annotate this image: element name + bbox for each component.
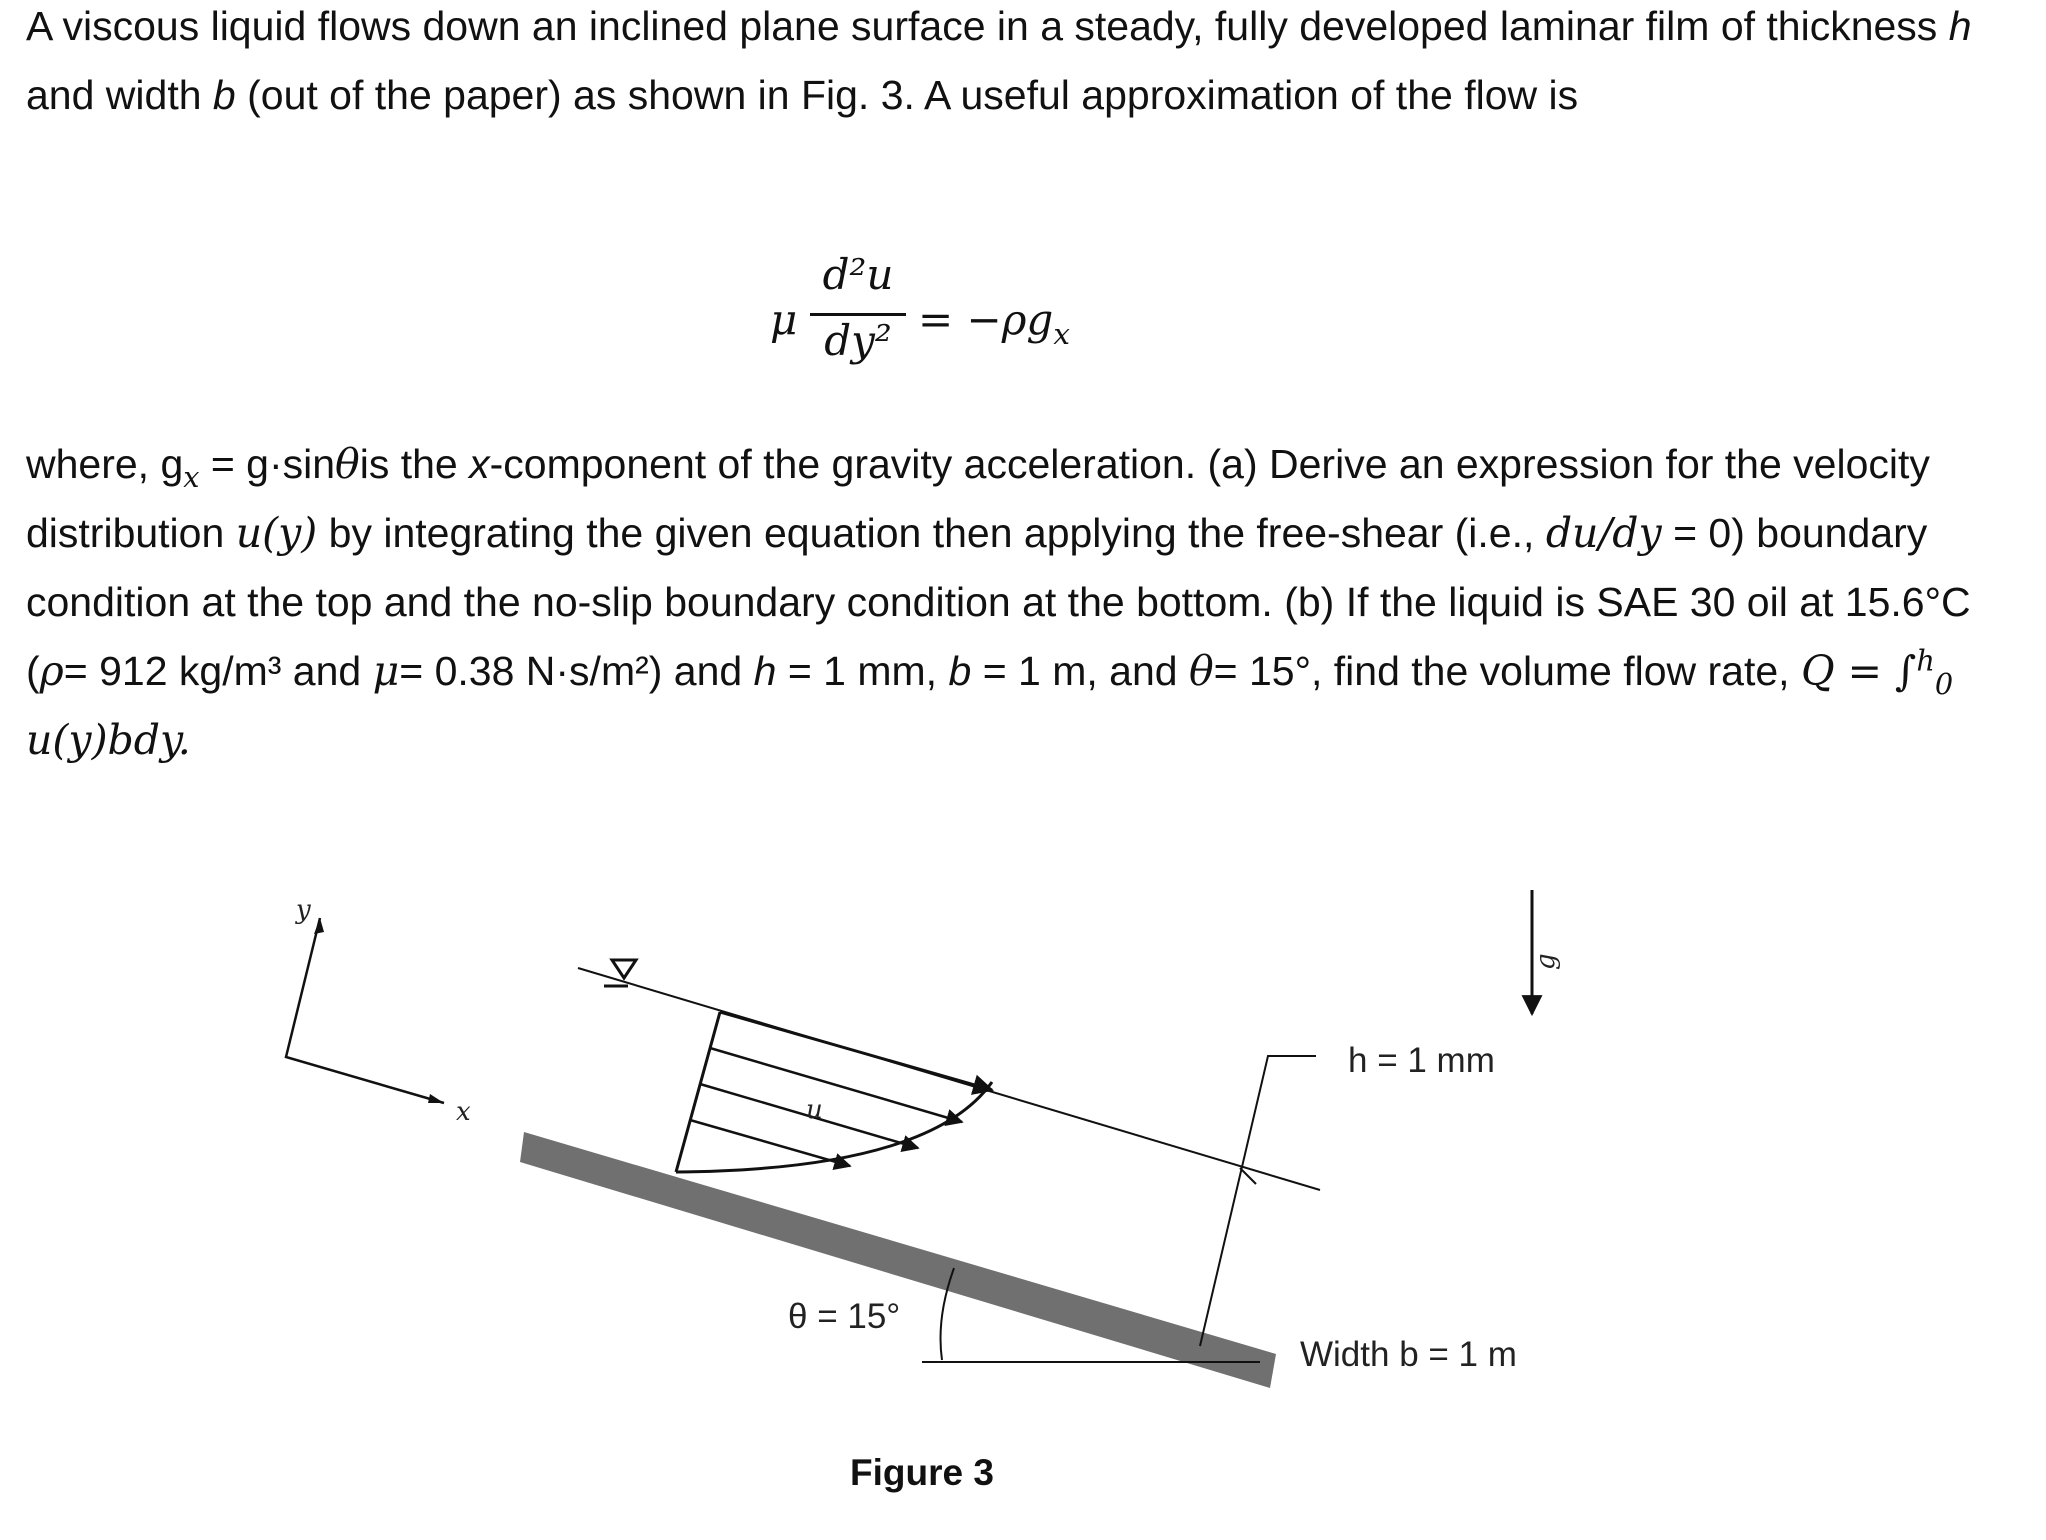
thickness-dimension	[1200, 1041, 1495, 1346]
figure-caption: Figure 3	[850, 1452, 994, 1493]
inclined-plate	[520, 1132, 1276, 1388]
velocity-profile	[676, 1012, 992, 1172]
gravity-indicator	[1531, 890, 1561, 1014]
problem-paragraph: where, $g_x = g\cdot\sin\theta is$ the x-component of the gravity acceleration. (a) Derive an expression for the velocity distribution u(y) by integrating the given equation then applying the free-shear (i.e., du/dy = 0) boundary condition at the top and the no-slip boundary condition at the bottom. (b) If the liquid is SAE 30 oil at 15.6°C (ρ= 912 kg/m³ and μ= 0.38 N·s/m²) and h = 1 mm, b = 1 m, and θ= 15°, find the volume flow rate, Q = ∫$^h_0$ u(y)bdy.	[26, 440, 1971, 764]
inclined-film-figure	[0, 860, 2046, 1460]
free-surface-symbol	[604, 960, 636, 986]
coordinate-axes	[286, 895, 471, 1127]
y-axis-label: y	[296, 895, 311, 925]
flow-rate-formula: Q = ∫$^h_0$ u(y)bdy.	[26, 643, 1954, 764]
u-label: u	[806, 1095, 823, 1125]
x-axis-label: x	[456, 1097, 471, 1127]
width-label: Width b = 1 m	[1300, 1335, 1517, 1374]
g-label: g	[1531, 953, 1561, 970]
intro-paragraph: A viscous liquid flows down an inclined plane surface in a steady, fully developed laminar film of thickness h and width b (out of the paper) as shown in Fig. 3. A useful approximation of the flow is	[26, 3, 1972, 118]
theta-label: θ = 15°	[788, 1297, 901, 1336]
thickness-label: h = 1 mm	[1348, 1041, 1495, 1080]
